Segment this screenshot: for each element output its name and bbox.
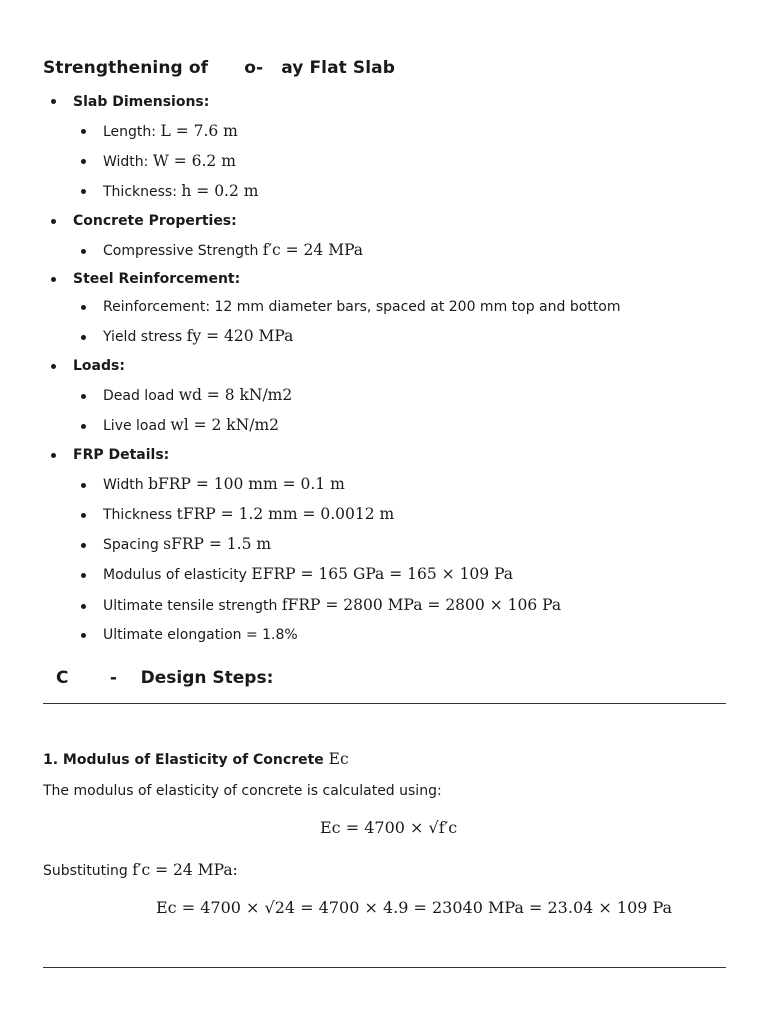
item-label: Yield stress <box>103 329 187 345</box>
list-item-frp-thickness <box>103 504 394 525</box>
bullet-icon <box>81 543 86 548</box>
bullet-icon <box>51 219 56 224</box>
live-load-math: wl = 2 kN/m2 <box>170 416 280 434</box>
step-description: The modulus of elasticity of concrete is calculated using: <box>43 783 442 799</box>
fc-math: f′c = 24 MPa <box>262 241 364 259</box>
item-label: Length: <box>103 124 161 140</box>
bullet-icon <box>81 573 86 578</box>
thickness-math: h = 0.2 m <box>181 182 259 200</box>
width-math: W = 6.2 m <box>152 152 236 170</box>
fy-math: fy = 420 MPa <box>186 327 294 345</box>
list-item-live-load <box>103 415 279 436</box>
list-item-frp-tensile <box>103 595 561 616</box>
list-item-frp-spacing <box>103 534 271 555</box>
list-item-length <box>103 121 238 142</box>
dead-load-math: wd = 8 kN/m2 <box>178 386 293 404</box>
bullet-icon <box>81 249 86 254</box>
equation-ec-formula: Ec = 4700 × √f′c <box>320 818 458 837</box>
frp-spacing-math: sFRP = 1.5 m <box>163 535 272 553</box>
bullet-icon <box>81 335 86 340</box>
item-label: Compressive Strength <box>103 243 263 259</box>
item-label: Dead load <box>103 388 179 404</box>
list-item-thickness <box>103 181 258 202</box>
divider <box>43 703 726 704</box>
list-item-compressive-strength <box>103 240 363 261</box>
item-label: Spacing <box>103 537 164 553</box>
item-label: Live load <box>103 418 171 434</box>
item-label: Modulus of elasticity <box>103 567 252 583</box>
bullet-icon <box>51 364 56 369</box>
list-item-yield-stress <box>103 326 293 347</box>
bullet-icon <box>81 513 86 518</box>
bullet-icon <box>81 394 86 399</box>
section-label-frp: FRP Details: <box>73 447 170 463</box>
substitution-math: f′c = 24 MPa: <box>132 861 238 879</box>
bullet-icon <box>51 453 56 458</box>
item-label: Width: <box>103 154 153 170</box>
substitution-label: Substituting <box>43 863 133 879</box>
section-heading-design-steps: C - Design Steps: <box>56 668 274 688</box>
bullet-icon <box>81 305 86 310</box>
frp-width-math: bFRP = 100 mm = 0.1 m <box>148 475 345 493</box>
item-label: Width <box>103 477 149 493</box>
item-label: Ultimate tensile strength <box>103 598 282 614</box>
section-label-steel: Steel Reinforcement: <box>73 271 241 287</box>
item-label: Thickness <box>103 507 177 523</box>
list-item-reinforcement: Reinforcement: 12 mm diameter bars, spaced at 200 mm top and bottom <box>103 299 621 315</box>
step-heading-text: 1. Modulus of Elasticity of Concrete <box>43 752 329 768</box>
list-item-frp-width <box>103 474 345 495</box>
bullet-icon <box>51 277 56 282</box>
list-item-frp-modulus <box>103 564 513 585</box>
bullet-icon <box>81 159 86 164</box>
frp-modulus-math: EFRP = 165 GPa = 165 × 109 Pa <box>251 565 514 583</box>
section-label-slab: Slab Dimensions: <box>73 94 210 110</box>
frp-thickness-math: tFRP = 1.2 mm = 0.0012 m <box>176 505 395 523</box>
page-title: Strengthening of o- ay Flat Slab <box>43 58 396 78</box>
bullet-icon <box>81 189 86 194</box>
frp-tensile-math: fFRP = 2800 MPa = 2800 × 106 Pa <box>281 596 562 614</box>
length-math: L = 7.6 m <box>160 122 238 140</box>
list-item-width <box>103 151 236 172</box>
bullet-icon <box>81 483 86 488</box>
step-heading <box>43 750 349 768</box>
divider <box>43 967 726 968</box>
bullet-icon <box>81 424 86 429</box>
bullet-icon <box>81 604 86 609</box>
substitution-line <box>43 861 238 879</box>
step-heading-math: Ec <box>328 750 349 768</box>
bullet-icon <box>51 99 56 104</box>
list-item-frp-elongation: Ultimate elongation = 1.8% <box>103 627 298 643</box>
section-label-concrete: Concrete Properties: <box>73 213 237 229</box>
list-item-dead-load <box>103 385 292 406</box>
item-label: Thickness: <box>103 184 182 200</box>
equation-ec-result: Ec = 4700 × √24 = 4700 × 4.9 = 23040 MPa = 23.04 × 109 Pa <box>156 898 673 917</box>
bullet-icon <box>81 129 86 134</box>
section-label-loads: Loads: <box>73 358 125 374</box>
bullet-icon <box>81 633 86 638</box>
